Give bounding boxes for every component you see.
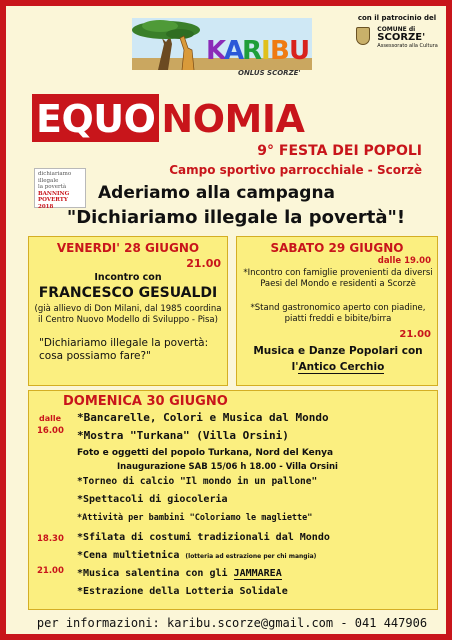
badge-line1: dichiariamo: [38, 171, 72, 177]
sunday-item: *Attività per bambini "Coloriamo le magliette": [77, 513, 313, 523]
sunday-item: *Spettacoli di giocoleria: [77, 494, 228, 505]
svg-text:R: R: [242, 36, 263, 66]
badge-line3: la povertà: [38, 184, 67, 190]
karibu-subtitle: ONLUS SCORZE': [238, 69, 301, 77]
svg-text:K: K: [206, 36, 227, 66]
friday-time: 21.00: [186, 257, 221, 270]
sunday-dinner: *Cena multietnica: [77, 550, 180, 561]
title-part1: EQUO: [32, 94, 159, 142]
sunday-band: JAMMAREA: [233, 568, 282, 579]
friday-panel: [28, 236, 228, 386]
title-part2: NOMIA: [161, 97, 305, 141]
friday-bio: (già allievo di Don Milani, dal 1985 coordina il Centro Nuovo Modello di Sviluppo - Pisa): [34, 304, 222, 325]
campaign-badge: [34, 168, 86, 208]
friday-speaker: FRANCESCO GESUALDI: [38, 285, 218, 301]
saturday-panel: [236, 236, 438, 386]
saturday-from: dalle 19.00: [377, 256, 431, 266]
page-title: [32, 94, 304, 142]
svg-text:I: I: [261, 36, 271, 66]
sunday-time1: 16.00: [37, 426, 64, 436]
sunday-from: dalle: [39, 414, 62, 423]
saturday-date: SABATO 29 GIUGNO: [270, 241, 404, 255]
sunday-music: *Musica salentina con gli: [77, 568, 234, 579]
svg-text:A: A: [224, 36, 245, 66]
campaign-intro: Aderiamo alla campagna: [98, 183, 336, 203]
saturday-time: 21.00: [399, 329, 431, 340]
sunday-item: *Estrazione della Lotteria Solidale: [77, 586, 288, 597]
sunday-date: DOMENICA 30 GIUGNO: [63, 394, 228, 409]
comune-line1: COMUNE di: [377, 26, 416, 33]
saturday-band: Antico Cerchio: [298, 361, 385, 373]
karibu-logo: [118, 14, 332, 82]
saturday-item1: *Incontro con famiglie provenienti da diversi Paesi del Mondo e residenti a Scorzè: [243, 268, 433, 289]
sunday-dinner-note: (lotteria ad estrazione per chi mangia): [185, 553, 317, 560]
friday-talk: "Dichiariamo illegale la povertà: cosa possiamo fare?": [39, 337, 209, 362]
badge-line5: POVERTY: [38, 197, 68, 203]
sunday-item: Foto e oggetti del popolo Turkana, Nord del Kenya: [77, 448, 334, 458]
footer-contact: per informazioni: karibu.scorze@gmail.com - 041 447906: [36, 616, 428, 630]
sunday-item: *Mostra "Turkana" (Villa Orsini): [77, 429, 289, 442]
sunday-item: *Torneo di calcio "Il mondo in un pallone": [77, 476, 318, 487]
badge-line2: illegale: [38, 177, 59, 184]
saturday-music-text: Musica e Danze Popolari con l': [253, 345, 423, 373]
sunday-item: [77, 550, 316, 561]
sunday-panel: [28, 390, 438, 610]
badge-line6: 2018: [38, 203, 54, 210]
sunday-time3: 21.00: [37, 566, 64, 576]
comune-shield-icon: [356, 27, 370, 45]
sunday-time2: 18.30: [37, 534, 64, 544]
venue: Campo sportivo parrocchiale - Scorzè: [169, 163, 422, 177]
sunday-item: [77, 568, 282, 579]
sunday-item: *Sfilata di costumi tradizionali dal Mondo: [77, 532, 330, 543]
sunday-item: *Bancarelle, Colori e Musica dal Mondo: [77, 411, 329, 424]
sunday-item: Inaugurazione SAB 15/06 h 18.00 - Villa Orsini: [117, 462, 338, 472]
friday-date: VENERDI' 28 GIUGNO: [56, 241, 200, 255]
comune-office: Assessorato alla Cultura: [377, 43, 438, 49]
campaign-slogan: "Dichiariamo illegale la povertà"!: [66, 207, 406, 228]
saturday-item2: *Stand gastronomico aperto con piadine, piatti freddi e bibite/birra: [250, 303, 426, 324]
festa-subtitle: 9° FESTA DEI POPOLI: [257, 143, 422, 159]
comune-name: SCORZE': [377, 32, 426, 43]
friday-intro: Incontro con: [94, 272, 162, 283]
patronage: [352, 14, 442, 64]
svg-text:U: U: [289, 36, 311, 66]
patronage-label: con il patrocinio del: [357, 14, 437, 22]
saturday-music: [239, 343, 437, 375]
svg-text:B: B: [270, 36, 290, 66]
badge-line4: BANNING: [38, 190, 70, 197]
